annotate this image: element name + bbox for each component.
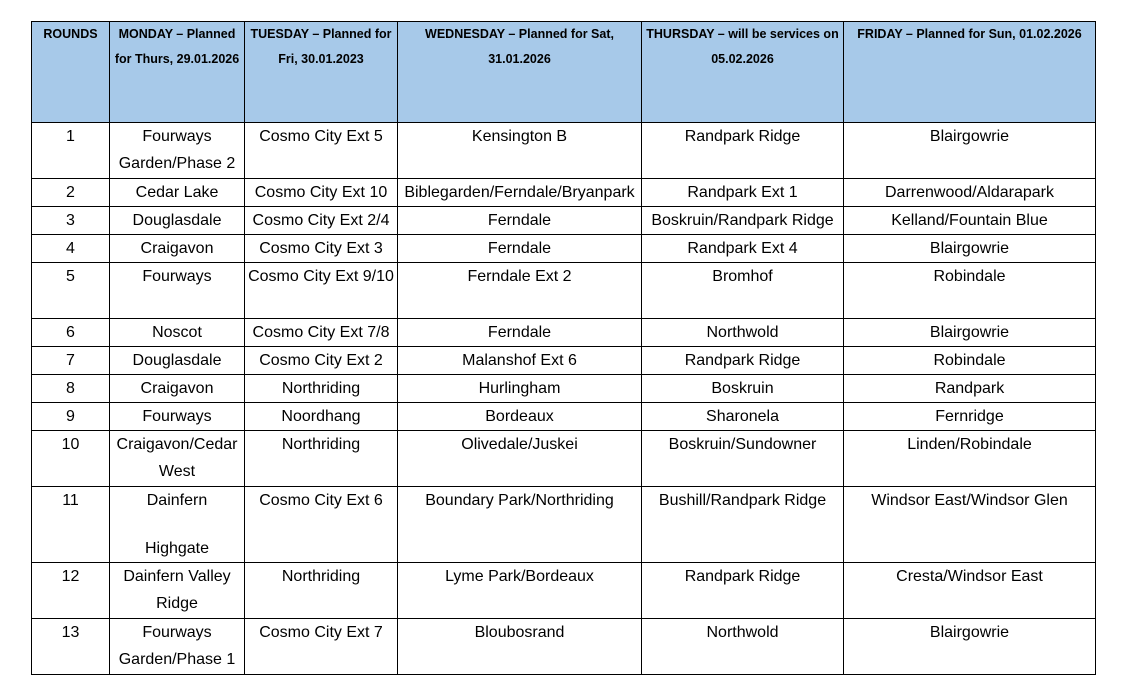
table-row [32,235,1096,263]
table-row [32,207,1096,235]
monday-area: Fourways [110,403,245,431]
round-number: 5 [32,263,110,319]
table-row [32,375,1096,403]
friday-area: Blairgowrie [844,619,1096,675]
round-number: 9 [32,403,110,431]
friday-area: Windsor East/Windsor Glen [844,487,1096,563]
thursday-area: Boskruin/Sundowner [642,431,844,487]
tuesday-area: Noordhang [245,403,398,431]
thursday-area: Randpark Ext 1 [642,179,844,207]
wednesday-area: Malanshof Ext 6 [398,347,642,375]
round-number: 13 [32,619,110,675]
tuesday-area: Cosmo City Ext 3 [245,235,398,263]
tuesday-area: Cosmo City Ext 5 [245,123,398,179]
round-number: 10 [32,431,110,487]
monday-area: Fourways Garden/Phase 2 [110,123,245,179]
thursday-area: Randpark Ridge [642,563,844,619]
round-number: 7 [32,347,110,375]
round-number: 3 [32,207,110,235]
round-number: 6 [32,319,110,347]
wednesday-area: Lyme Park/Bordeaux [398,563,642,619]
wednesday-area: Ferndale [398,319,642,347]
table-row [32,179,1096,207]
tuesday-area: Northriding [245,375,398,403]
header-row [32,22,1096,123]
table-row [32,123,1096,179]
wednesday-area: Olivedale/Juskei [398,431,642,487]
collection-schedule-table [31,21,1096,675]
monday-area: Douglasdale [110,347,245,375]
friday-area: Robindale [844,347,1096,375]
header-tuesday: TUESDAY – Planned for Fri, 30.01.2023 [245,22,398,123]
friday-area: Fernridge [844,403,1096,431]
round-number: 12 [32,563,110,619]
wednesday-area: Bloubosrand [398,619,642,675]
header-monday: MONDAY – Planned for Thurs, 29.01.2026 [110,22,245,123]
header-friday: FRIDAY – Planned for Sun, 01.02.2026 [844,22,1096,123]
friday-area: Darrenwood/Aldarapark [844,179,1096,207]
thursday-area: Randpark Ridge [642,123,844,179]
wednesday-area: Ferndale Ext 2 [398,263,642,319]
round-number: 8 [32,375,110,403]
round-number: 4 [32,235,110,263]
table-row [32,563,1096,619]
thursday-area: Bushill/Randpark Ridge [642,487,844,563]
friday-area: Robindale [844,263,1096,319]
thursday-area: Boskruin [642,375,844,403]
monday-area: Craigavon [110,235,245,263]
wednesday-area: Boundary Park/Northriding [398,487,642,563]
monday-area: Noscot [110,319,245,347]
round-number: 1 [32,123,110,179]
wednesday-area: Kensington B [398,123,642,179]
tuesday-area: Cosmo City Ext 7/8 [245,319,398,347]
thursday-area: Randpark Ridge [642,347,844,375]
monday-area: Douglasdale [110,207,245,235]
wednesday-area: Ferndale [398,235,642,263]
wednesday-area: Hurlingham [398,375,642,403]
table-row [32,263,1096,319]
friday-area: Blairgowrie [844,319,1096,347]
tuesday-area: Cosmo City Ext 2/4 [245,207,398,235]
monday-area: Craigavon/Cedar West [110,431,245,487]
header-rounds: ROUNDS [32,22,110,123]
monday-area-line-1: Dainfern [146,492,208,509]
tuesday-area: Cosmo City Ext 2 [245,347,398,375]
monday-area-line-2: Highgate [144,540,210,557]
friday-area: Kelland/Fountain Blue [844,207,1096,235]
tuesday-area: Cosmo City Ext 6 [245,487,398,563]
thursday-area: Bromhof [642,263,844,319]
monday-area: Craigavon [110,375,245,403]
monday-area [110,487,245,563]
round-number: 11 [32,487,110,563]
thursday-area: Northwold [642,319,844,347]
table-row [32,619,1096,675]
monday-area: Dainfern Valley Ridge [110,563,245,619]
monday-area: Fourways Garden/Phase 1 [110,619,245,675]
monday-area: Cedar Lake [110,179,245,207]
tuesday-area: Cosmo City Ext 9/10 [245,263,398,319]
friday-area: Randpark [844,375,1096,403]
monday-area: Fourways [110,263,245,319]
tuesday-area: Cosmo City Ext 10 [245,179,398,207]
friday-area: Blairgowrie [844,123,1096,179]
thursday-area: Randpark Ext 4 [642,235,844,263]
cell-spacer [112,514,242,535]
table-row [32,403,1096,431]
friday-area: Linden/Robindale [844,431,1096,487]
wednesday-area: Ferndale [398,207,642,235]
table-row [32,347,1096,375]
tuesday-area: Cosmo City Ext 7 [245,619,398,675]
thursday-area: Northwold [642,619,844,675]
thursday-area: Sharonela [642,403,844,431]
table-row [32,487,1096,563]
wednesday-area: Biblegarden/Ferndale/Bryanpark [398,179,642,207]
friday-area: Cresta/Windsor East [844,563,1096,619]
table-row [32,319,1096,347]
thursday-area: Boskruin/Randpark Ridge [642,207,844,235]
header-thursday: THURSDAY – will be services on 05.02.2026 [642,22,844,123]
table-row [32,431,1096,487]
friday-area: Blairgowrie [844,235,1096,263]
tuesday-area: Northriding [245,431,398,487]
round-number: 2 [32,179,110,207]
wednesday-area: Bordeaux [398,403,642,431]
header-wednesday: WEDNESDAY – Planned for Sat, 31.01.2026 [398,22,642,123]
tuesday-area: Northriding [245,563,398,619]
